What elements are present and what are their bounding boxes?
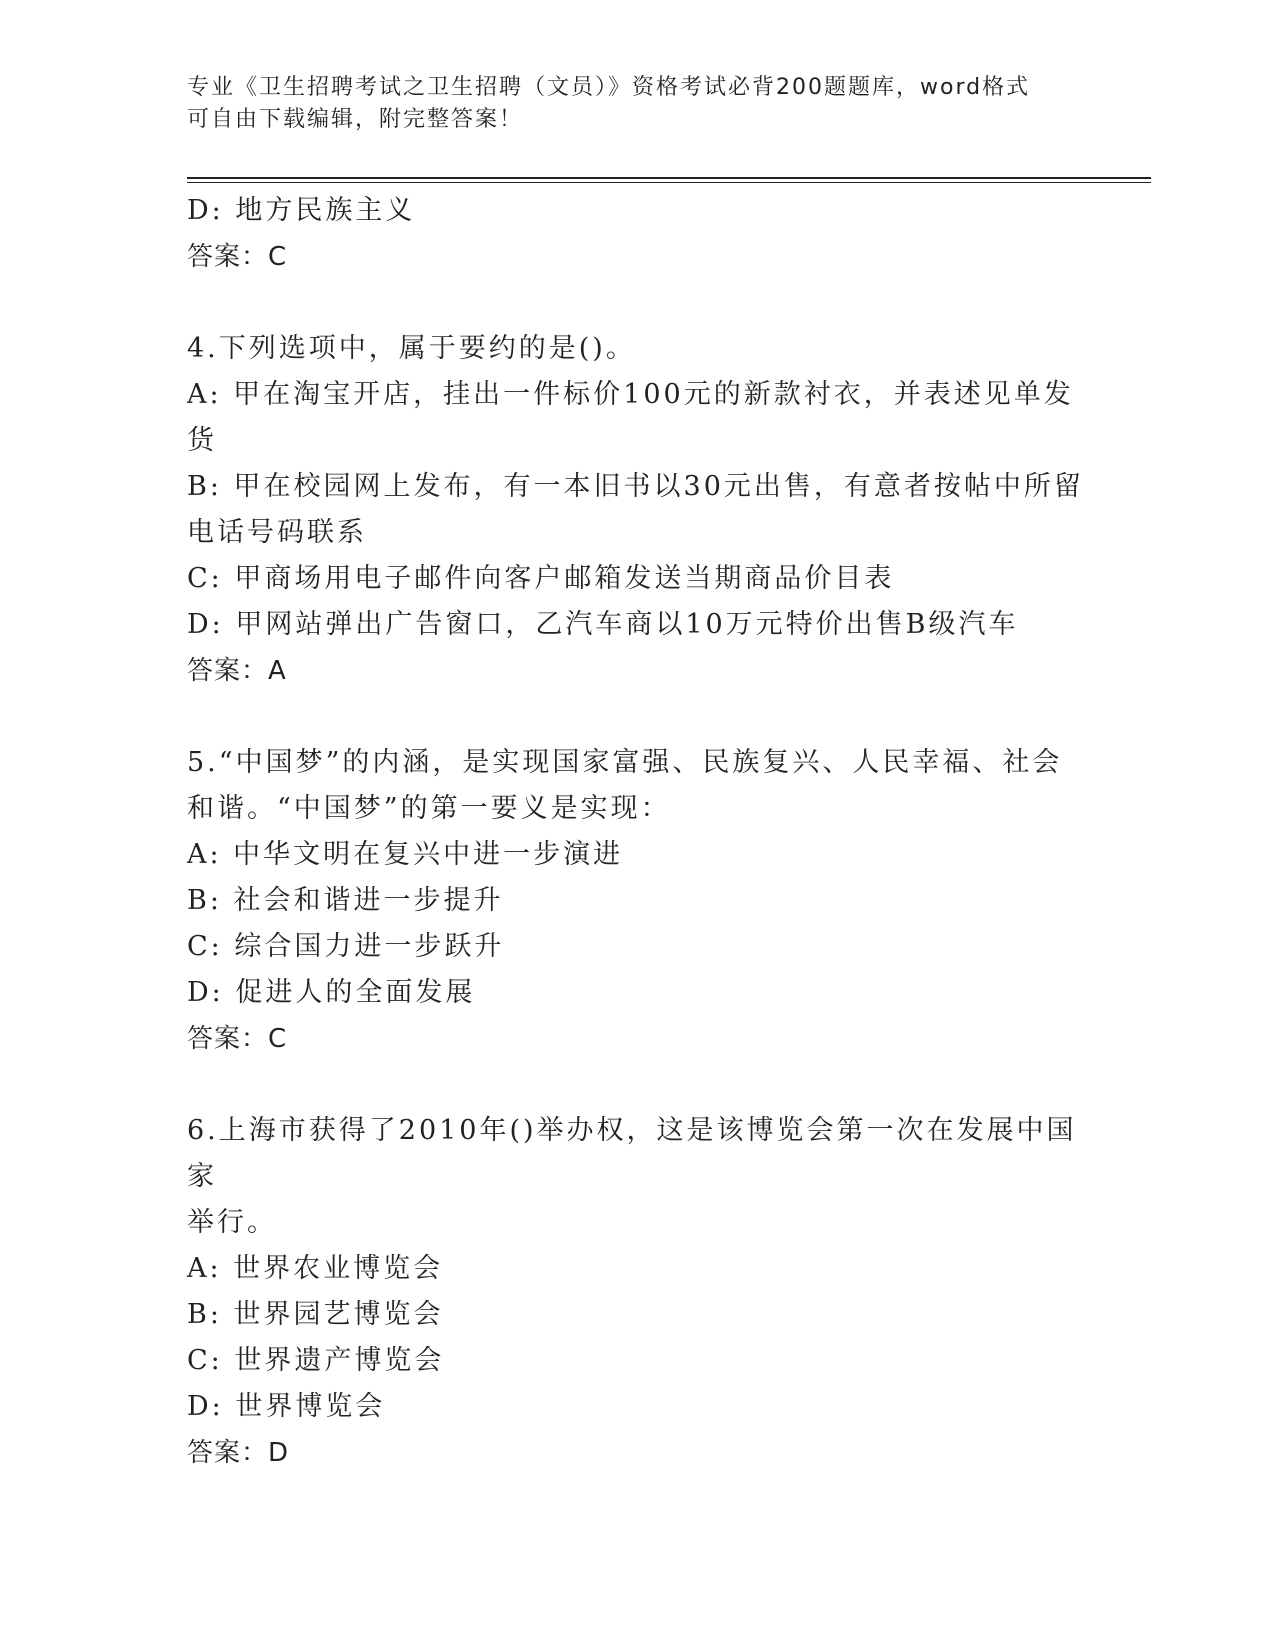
question-stem-continued: 和谐。“中国梦”的第一要义是实现： bbox=[187, 793, 671, 824]
option-c: C: 甲商场用电子邮件向客户邮箱发送当期商品价目表 bbox=[187, 563, 895, 594]
option-b: B: 社会和谐进一步提升 bbox=[187, 885, 504, 916]
answer: 答案：D bbox=[187, 1438, 290, 1468]
option-d: D: 地方民族主义 bbox=[187, 195, 416, 226]
option-c: C: 综合国力进一步跃升 bbox=[187, 931, 505, 962]
option-d: D: 促进人的全面发展 bbox=[187, 977, 476, 1008]
option-b: B: 甲在校园网上发布，有一本旧书以30元出售，有意者按帖中所留 bbox=[187, 471, 1084, 502]
option-d: D: 世界博览会 bbox=[187, 1391, 386, 1422]
question-4 bbox=[187, 326, 1087, 694]
spacer bbox=[187, 694, 1087, 740]
question-6 bbox=[187, 1108, 1087, 1476]
option-b: B: 世界园艺博览会 bbox=[187, 1299, 444, 1330]
question-stem-continued: 举行。 bbox=[187, 1207, 277, 1238]
header-divider-thick bbox=[187, 177, 1151, 179]
question-stem: 4.下列选项中，属于要约的是()。 bbox=[187, 333, 636, 364]
answer: 答案：C bbox=[187, 1024, 288, 1054]
question-3-tail bbox=[187, 188, 1087, 280]
answer: 答案：C bbox=[187, 242, 288, 272]
option-c: C: 世界遗产博览会 bbox=[187, 1345, 445, 1376]
header-divider-thin bbox=[187, 182, 1151, 183]
header-line-2: 可自由下载编辑，附完整答案！ bbox=[187, 107, 524, 132]
question-stem: 5.“中国梦”的内涵，是实现国家富强、民族复兴、人民幸福、社会 bbox=[187, 747, 1063, 778]
option-a: A: 甲在淘宝开店，挂出一件标价100元的新款衬衣，并表述见单发货 bbox=[187, 379, 1074, 456]
spacer bbox=[187, 1062, 1087, 1108]
option-a: A: 世界农业博览会 bbox=[187, 1253, 444, 1284]
question-5 bbox=[187, 740, 1087, 1062]
option-b-continued: 电话号码联系 bbox=[187, 517, 367, 548]
question-stem: 6.上海市获得了2010年()举办权，这是该博览会第一次在发展中国家 bbox=[187, 1115, 1077, 1192]
spacer bbox=[187, 280, 1087, 326]
option-a: A: 中华文明在复兴中进一步演进 bbox=[187, 839, 624, 870]
header-line-1: 专业《卫生招聘考试之卫生招聘（文员）》资格考试必背200题题库，word格式 bbox=[187, 75, 1031, 100]
option-d: D: 甲网站弹出广告窗口，乙汽车商以10万元特价出售B级汽车 bbox=[187, 609, 1019, 640]
document-header bbox=[187, 72, 1087, 136]
answer: 答案：A bbox=[187, 656, 287, 686]
document-body bbox=[187, 188, 1087, 1476]
